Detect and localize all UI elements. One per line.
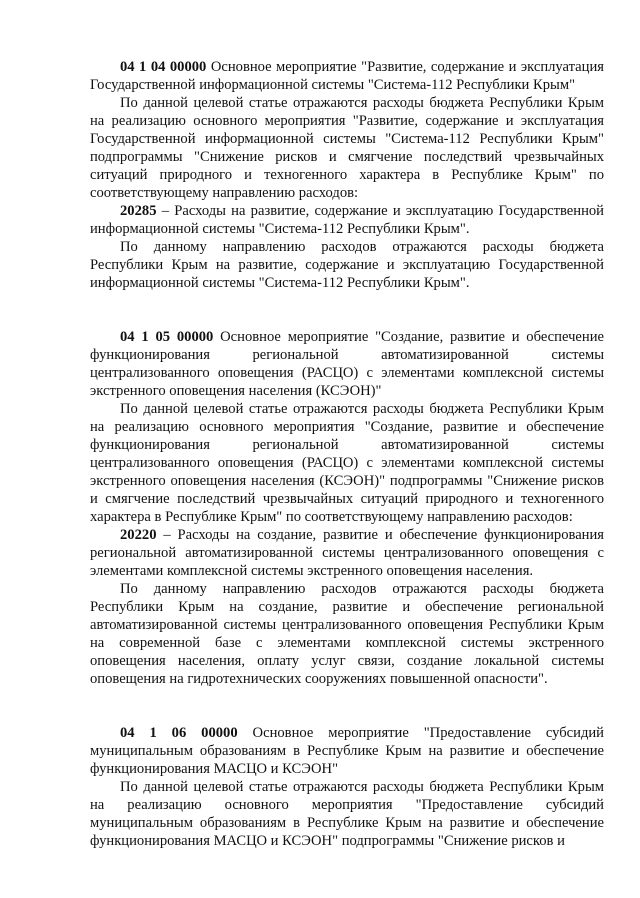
target-article-code: 04 1 05 00000 xyxy=(120,329,214,345)
section-title: Основное мероприятие "Развитие, содержание и эксплуатация Государственной информационной системы "Система-112 Республики Крым" xyxy=(90,59,604,93)
direction-code: 20220 xyxy=(120,527,157,543)
direction-description: По данному направлению расходов отражаются расходы бюджета Республики Крым на развитие, содержание и эксплуатацию Государственной информационной системы "Система-112 Республики Крым". xyxy=(90,239,604,291)
section-description: По данной целевой статье отражаются расходы бюджета Республики Крым на реализацию основного мероприятия "Создание, развитие и обеспечение функционирования региональной автоматизированной системы централизованного оповещения (РАСЦО) с элементами комплексной системы экстренного оповещения населения (КСЭОН)" подпрограммы "Снижение рисков и смягчение последствий чрезвычайных ситуаций природного и техногенного характера в Республике Крым" по соответствующему направлению расходов: xyxy=(90,401,604,525)
section-description: По данной целевой статье отражаются расходы бюджета Республики Крым на реализацию основного мероприятия "Развитие, содержание и эксплуатация Государственной информационной системы "Система-112 Республики Крым" подпрограммы "Снижение рисков и смягчение последствий чрезвычайных ситуаций природного и техногенного характера в Республике Крым" по соответствующему направлению расходов: xyxy=(90,95,604,201)
section-title: Основное мероприятие "Создание, развитие и обеспечение функционирования региональной автоматизированной системы централизованного оповещения (РАСЦО) с элементами комплексной системы экстренного оповещения населения (КСЭОН)" xyxy=(90,329,604,399)
direction-code: 20285 xyxy=(120,203,157,219)
target-article-code: 04 1 04 00000 xyxy=(120,59,207,75)
document-body xyxy=(90,58,604,850)
section-heading xyxy=(90,328,604,400)
section-heading xyxy=(90,724,604,778)
target-article-code: 04 1 06 00000 xyxy=(120,725,238,741)
direction-text: – Расходы на развитие, содержание и эксплуатацию Государственной информационной системы "Система-112 Республики Крым". xyxy=(90,203,604,237)
section-heading xyxy=(90,58,604,94)
section-title: Основное мероприятие "Предоставление субсидий муниципальным образованиям в Республике Крым на развитие и обеспечение функционирования МАСЦО и КСЭОН" xyxy=(90,725,604,777)
direction-description: По данному направлению расходов отражаются расходы бюджета Республики Крым на создание, развитие и обеспечение региональной автоматизированной системы централизованного оповещения Республики Крым на современной базе с элементами комплексной системы экстренного оповещения населения, оплату услуг связи, создание локальной системы оповещения на гидротехнических сооружениях повышенной опасности". xyxy=(90,581,604,687)
direction-text: – Расходы на создание, развитие и обеспечение функционирования региональной автоматизированной системы централизованного оповещения с элементами комплексной системы экстренного оповещения населения. xyxy=(90,527,604,579)
expense-direction xyxy=(90,202,604,238)
expense-direction xyxy=(90,526,604,580)
section-description: По данной целевой статье отражаются расходы бюджета Республики Крым на реализацию основного мероприятия "Предоставление субсидий муниципальным образованиям в Республике Крым на развитие и обеспечение функционирования МАСЦО и КСЭОН" подпрограммы "Снижение рисков и xyxy=(90,779,604,849)
